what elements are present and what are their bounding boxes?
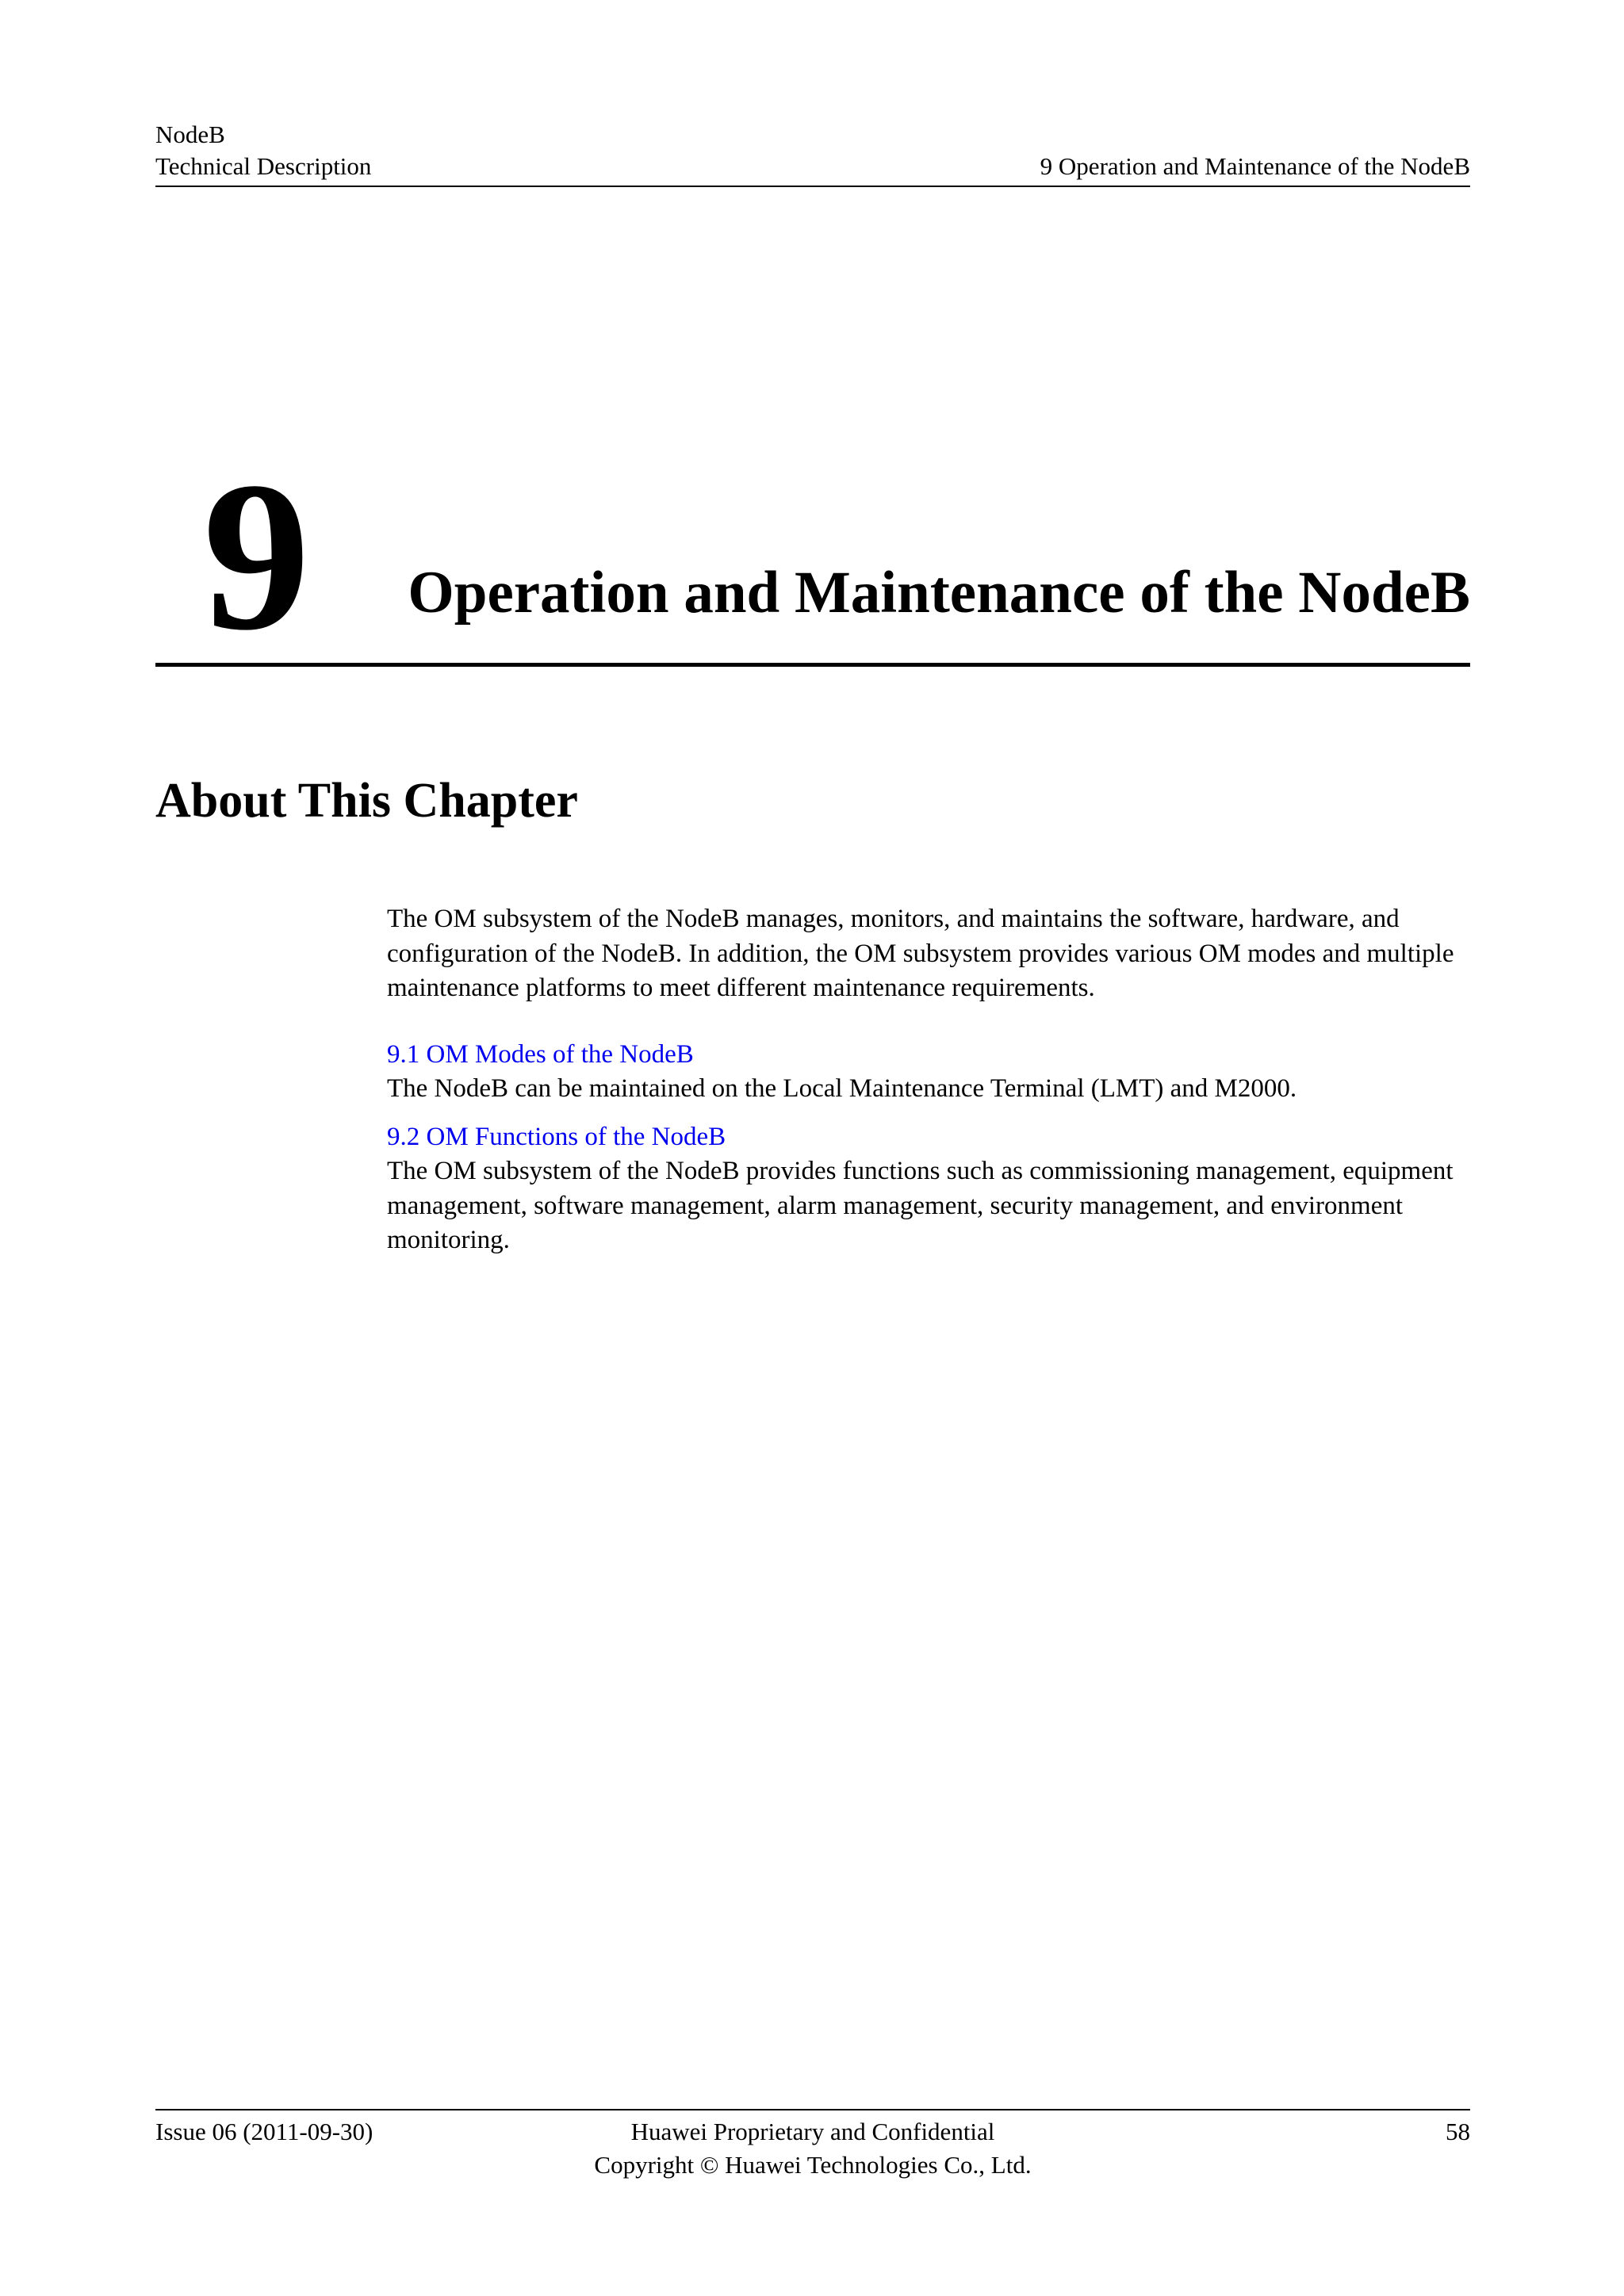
chapter-number: 9 xyxy=(203,438,310,675)
topic-description: The NodeB can be maintained on the Local Maintenance Terminal (LMT) and M2000. xyxy=(387,1074,1297,1103)
header-chapter-title: 9 Operation and Maintenance of the NodeB xyxy=(1040,152,1470,180)
page-number: 58 xyxy=(1446,2118,1470,2145)
topic-item xyxy=(387,1038,1481,1107)
header-product-name: NodeB xyxy=(155,121,225,148)
chapter-title-block xyxy=(155,438,1470,675)
topic-item xyxy=(387,1120,1481,1258)
topic-description: The OM subsystem of the NodeB provides functions such as commissioning management, equipment management, software management, alarm management, security management, and environment monitoring. xyxy=(387,1157,1454,1254)
chapter-title: Operation and Maintenance of the NodeB xyxy=(408,560,1470,626)
topic-link-om-functions[interactable]: 9.2 OM Functions of the NodeB xyxy=(387,1122,726,1151)
page-header xyxy=(155,119,1470,187)
chapter-body xyxy=(387,902,1481,1272)
header-document-name: Technical Description xyxy=(155,152,372,180)
footer-proprietary: Huawei Proprietary and Confidential xyxy=(630,2118,995,2145)
footer-copyright: Copyright © Huawei Technologies Co., Ltd. xyxy=(594,2151,1032,2179)
topic-link-om-modes[interactable]: 9.1 OM Modes of the NodeB xyxy=(387,1039,694,1069)
footer-issue: Issue 06 (2011-09-30) xyxy=(155,2118,373,2145)
intro-paragraph: The OM subsystem of the NodeB manages, monitors, and maintains the software, hardware, and configuration of the NodeB. In addition, the OM subsystem provides various OM modes and multiple maintenance platforms to meet different maintenance requirements. xyxy=(387,905,1454,1002)
footer-center xyxy=(155,2115,1470,2182)
header-left xyxy=(155,119,371,182)
section-heading: About This Chapter xyxy=(155,774,578,828)
page-footer xyxy=(155,2109,1470,2190)
